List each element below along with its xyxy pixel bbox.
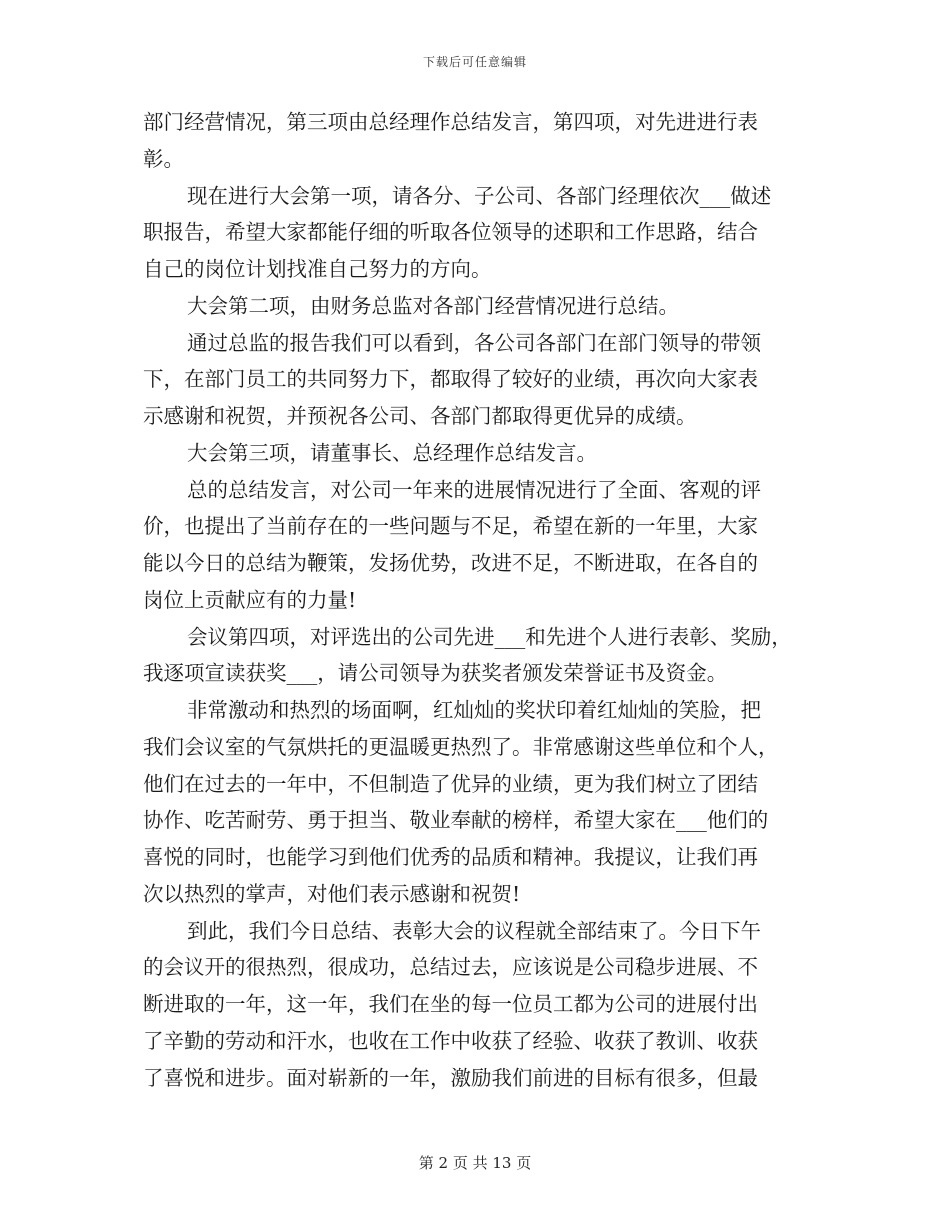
text-line: 非常激动和热烈的场面啊，红灿灿的奖状印着红灿灿的笑脸，把 — [187, 698, 761, 722]
text-line: 我们会议室的气氛烘托的更温暖更热烈了。非常感谢这些单位和个人， — [143, 734, 779, 759]
text-line: 的会议开的很热烈，很成功，总结过去，应该说是公司稳步进展、不 — [143, 955, 758, 980]
text-line: 大会第二项，由财务总监对各部门经营情况进行总结。 — [187, 293, 679, 318]
text-line: 到此，我们今日总结、表彰大会的议程就全部结束了。今日下午 — [187, 918, 761, 943]
text-line: 下，在部门员工的共同努力下，都取得了较好的业绩，再次向大家表 — [143, 367, 758, 392]
text-line: 能以今日的总结为鞭策，发扬优势，改进不足，不断进取，在各自的 — [143, 551, 758, 575]
text-line: 彰。 — [143, 146, 184, 171]
text-line: 岗位上贡献应有的力量! — [143, 587, 357, 612]
text-line: 示感谢和祝贺，并预祝各公司、各部门都取得更优异的成绩。 — [143, 404, 697, 428]
text-line: 我逐项宣读获奖___，请公司领导为获奖者颁发荣誉证书及资金。 — [143, 661, 728, 686]
text-line: 大会第三项，请董事长、总经理作总结发言。 — [187, 440, 597, 465]
text-line: 总的总结发言，对公司一年来的进展情况进行了全面、客观的评 — [187, 477, 761, 502]
text-line: 了喜悦和进步。面对崭新的一年，激励我们前进的目标有很多，但最 — [143, 1065, 758, 1090]
text-line: 喜悦的同时，也能学习到他们优秀的品质和精神。我提议，让我们再 — [143, 845, 758, 869]
text-line: 部门经营情况，第三项由总经理作总结发言，第四项，对先进进行表 — [143, 110, 758, 134]
text-line: 价，也提出了当前存在的一些问题与不足，希望在新的一年里，大家 — [143, 514, 758, 539]
text-line: 了辛勤的劳动和汗水，也收在工作中收获了经验、收获了教训、收获 — [143, 1028, 758, 1053]
page-number-footer: 第 2 页 共 13 页 — [418, 1154, 532, 1172]
text-line: 次以热烈的掌声，对他们表示感谢和祝贺! — [143, 881, 521, 906]
text-line: 会议第四项，对评选出的公司先进___和先进个人进行表彰、奖励， — [187, 624, 792, 649]
text-line: 现在进行大会第一项，请各分、子公司、各部门经理依次___做述 — [187, 183, 772, 208]
text-line: 协作、吃苦耐劳、勇于担当、敬业奉献的榜样，希望大家在___他们的 — [143, 808, 769, 833]
text-line: 断进取的一年，这一年，我们在坐的每一位员工都为公司的进展付出 — [143, 992, 758, 1016]
text-line: 自己的岗位计划找准自己努力的方向。 — [143, 257, 492, 281]
document-body — [143, 104, 803, 1096]
text-line: 他们在过去的一年中，不但制造了优异的业绩，更为我们树立了团结 — [143, 771, 758, 796]
page-header-note: 下载后可任意编辑 — [422, 55, 527, 69]
text-line: 通过总监的报告我们可以看到，各公司各部门在部门领导的带领 — [187, 330, 761, 355]
text-line: 职报告，希望大家都能仔细的听取各位领导的述职和工作思路，结合 — [143, 220, 758, 245]
